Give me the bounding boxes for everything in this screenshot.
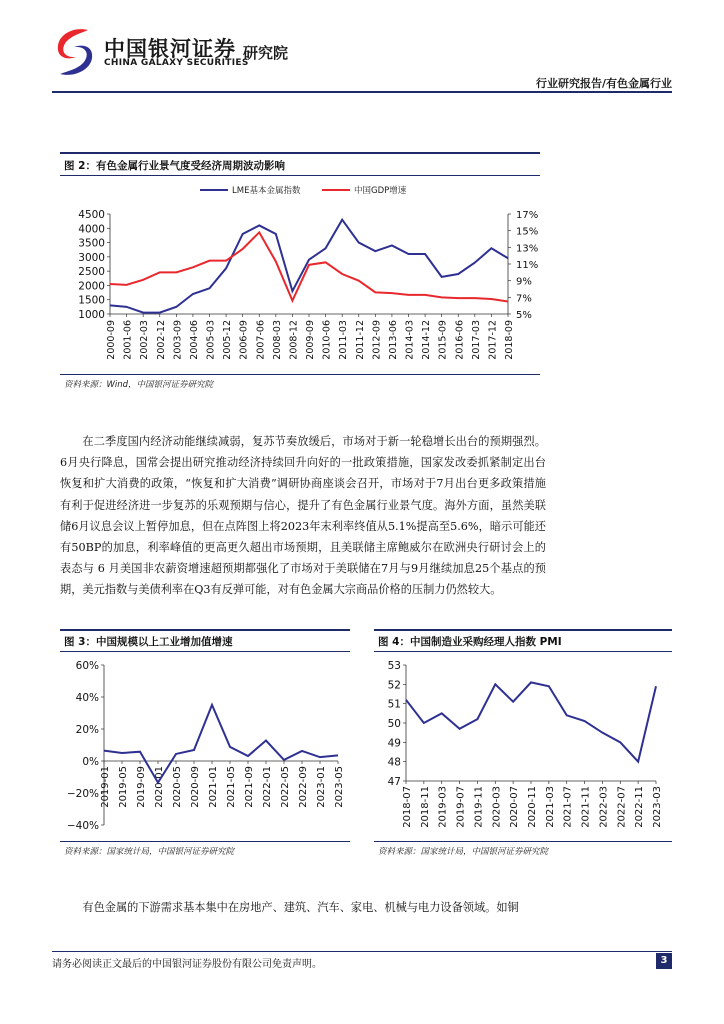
fig3-chart [60,653,350,838]
x-tick-label: 2021-05 [226,766,237,808]
galaxy-logo-icon [50,24,100,80]
legend-label-1: LME基本金属指数 [232,186,301,196]
fig3-bottom-rule [60,841,350,842]
x-tick-label: 2008-03 [271,320,283,360]
page-number: 3 [656,953,672,969]
fig2-title: 图 2：有色金属行业景气度受经济周期波动影响 [64,160,285,172]
y-tick-label-right: 9% [516,276,532,288]
x-tick-label: 2019-05 [118,766,129,808]
x-tick-label: 2020-05 [172,766,183,808]
x-tick-label: 2002-03 [139,320,151,360]
y-tick-label: 0% [82,756,99,768]
x-tick-label: 2023-03 [652,786,663,828]
y-tick-label-right: 15% [516,226,539,238]
x-tick-label: 2022-07 [616,786,628,828]
x-tick-label: 2020-07 [509,786,521,828]
x-tick-label: 2000-09 [106,320,117,360]
y-tick-label: 50 [387,718,401,730]
fig3-top-rule [60,629,350,631]
x-tick-label: 2017-03 [470,320,482,360]
y-tick-label: 60% [75,660,99,672]
y-tick-label: 51 [387,698,401,711]
x-tick-label: 2022-09 [298,766,309,808]
y-tick-label-left: 1500 [78,294,105,307]
x-tick-label: 2022-11 [634,786,646,828]
x-tick-label: 2022-05 [280,766,291,808]
x-tick-label: 2018-09 [504,320,515,360]
x-tick-label: 2011-03 [338,320,350,360]
x-tick-label: 2016-06 [454,320,466,360]
x-tick-label: 2020-11 [527,786,538,828]
y-tick-label: 47 [387,776,401,788]
x-tick-label: 2005-12 [222,320,234,360]
x-tick-label: 2018-07 [402,786,413,828]
fig4-title: 图 4：中国制造业采购经理人指数 PMI [378,636,562,648]
x-tick-label: 2021-07 [562,786,574,828]
company-name-en: CHINA GALAXY SECURITIES [104,58,249,68]
x-tick-label: 2013-06 [387,320,399,360]
body-paragraph-2: 有色金属的下游需求基本集中在房地产、建筑、汽车、家电、机械与电力设备领域。如铜 [82,901,519,914]
y-tick-label: 48 [387,756,401,769]
x-tick-label: 2023-01 [316,766,327,808]
x-tick-label: 2003-09 [172,320,184,360]
fig3-title: 图 3：中国规模以上工业增加值增速 [64,636,233,648]
x-tick-label: 2020-01 [154,766,165,808]
y-tick-label-right: 13% [516,243,539,255]
fig4-bottom-rule [374,841,672,842]
footer-disclaimer: 请务必阅读正文最后的中国银河证券股份有限公司免责声明。 [52,959,322,970]
fig2-source: 资料来源：Wind，中国银河证券研究院 [64,380,214,390]
fig2-bottom-rule [60,374,540,375]
y-tick-label-right: 5% [516,310,532,321]
x-tick-label: 2019-07 [455,786,467,828]
x-tick-label: 2009-09 [305,320,316,360]
x-tick-label: 2022-01 [262,766,273,808]
x-tick-label: 2023-05 [334,766,345,808]
y-tick-label: 49 [387,737,401,750]
fig3-source: 资料来源：国家统计局，中国银河证券研究院 [64,847,235,857]
x-tick-label: 2004-06 [188,320,200,360]
x-tick-label: 2020-09 [190,766,201,808]
company-name-cn: 中国银河证券 [104,37,236,61]
y-tick-label-right: 7% [516,293,532,305]
body-paragraph-1: 在二季度国内经济动能继续减弱，复苏节奏放缓后，市场对于新一轮稳增长出台的预期强烈。6月央行降息，国常会提出研究推动经济持续回升向好的一批政策措施，国家发改委抓紧制定出台恢复和扩大消费的政策，“恢复和扩大消费”调研协商座谈会召开，市场对于7月出台更多政策措施有利于促进经济进一步复苏的乐观预期与信心，提升了有色金属行业景气度。海外方面，虽然美联储6月议息会议上暂停加息，但在点阵图上将2023年末利率终值从5.1%提高至5.6%，暗示可能还有50BP的加息，利率峰值的更高更久超出市场预期，且美联储主席鲍威尔在欧洲央行研讨会上的表态与 6 月美国非农薪资增速超预期都强化了市场对于美联储在7月与9月继续加息25个基点的预期，美元指数与美债利率在Q3有反弹可能，对有色金属大宗商品价格的压制力仍然较大。 [60,435,546,597]
y-tick-label-left: 2000 [78,280,105,293]
fig4-source: 资料来源：国家统计局，中国银河证券研究院 [378,847,549,857]
y-tick-label: 20% [75,724,99,736]
y-tick-label-left: 1000 [78,309,105,321]
legend-label-2: 中国GDP增速 [354,186,407,196]
x-tick-label: 2010-06 [321,320,333,360]
series-line [406,682,656,761]
y-tick-label: −40% [66,820,99,832]
x-tick-label: 2021-03 [544,786,556,828]
y-tick-label-left: 3000 [78,251,105,264]
fig4-title-rule [374,651,672,652]
x-tick-label: 2019-09 [136,766,147,808]
y-tick-label: 40% [75,692,99,704]
fig2-title-rule [60,175,540,176]
y-tick-label-left: 3500 [78,237,105,250]
y-tick-label-left: 2500 [78,266,105,279]
x-tick-label: 2019-01 [100,766,111,808]
institute-label: 研究院 [243,44,289,62]
fig2-top-rule [60,152,540,154]
x-tick-label: 2019-03 [437,786,449,828]
x-tick-label: 2019-11 [473,786,485,828]
x-tick-label: 2015-09 [437,320,449,360]
x-tick-label: 2020-03 [491,786,503,828]
x-tick-label: 2021-11 [580,786,592,828]
x-tick-label: 2011-12 [354,320,366,360]
x-tick-label: 2012-09 [371,320,383,360]
x-tick-label: 2021-09 [244,766,255,808]
footer-divider [52,951,672,952]
x-tick-label: 2007-06 [255,320,267,360]
header-divider [52,91,672,93]
y-tick-label-right: 11% [516,260,539,271]
x-tick-label: 2006-09 [238,320,250,360]
x-tick-label: 2001-06 [122,320,134,360]
fig3-title-rule [60,651,350,652]
fig4-top-rule [374,629,672,631]
x-tick-label: 2005-03 [205,320,217,360]
x-tick-label: 2008-12 [288,320,300,360]
series-line-2 [110,232,508,301]
x-tick-label: 2022-03 [598,786,610,828]
y-tick-label: 53 [387,660,401,672]
x-tick-label: 2014-03 [404,320,416,360]
x-tick-label: 2002-12 [155,320,167,360]
y-tick-label: −20% [66,788,99,800]
x-tick-label: 2018-11 [419,786,431,828]
x-tick-label: 2021-01 [208,766,219,808]
fig4-chart [374,653,672,838]
x-tick-label: 2017-12 [487,320,499,360]
y-tick-label-right: 17% [516,210,539,221]
fig2-chart [60,177,540,372]
y-tick-label-left: 4500 [78,209,105,221]
report-type: 行业研究报告/有色金属行业 [535,77,672,90]
y-tick-label: 52 [387,679,401,692]
y-tick-label-left: 4000 [78,223,105,236]
x-tick-label: 2014-12 [421,320,433,360]
